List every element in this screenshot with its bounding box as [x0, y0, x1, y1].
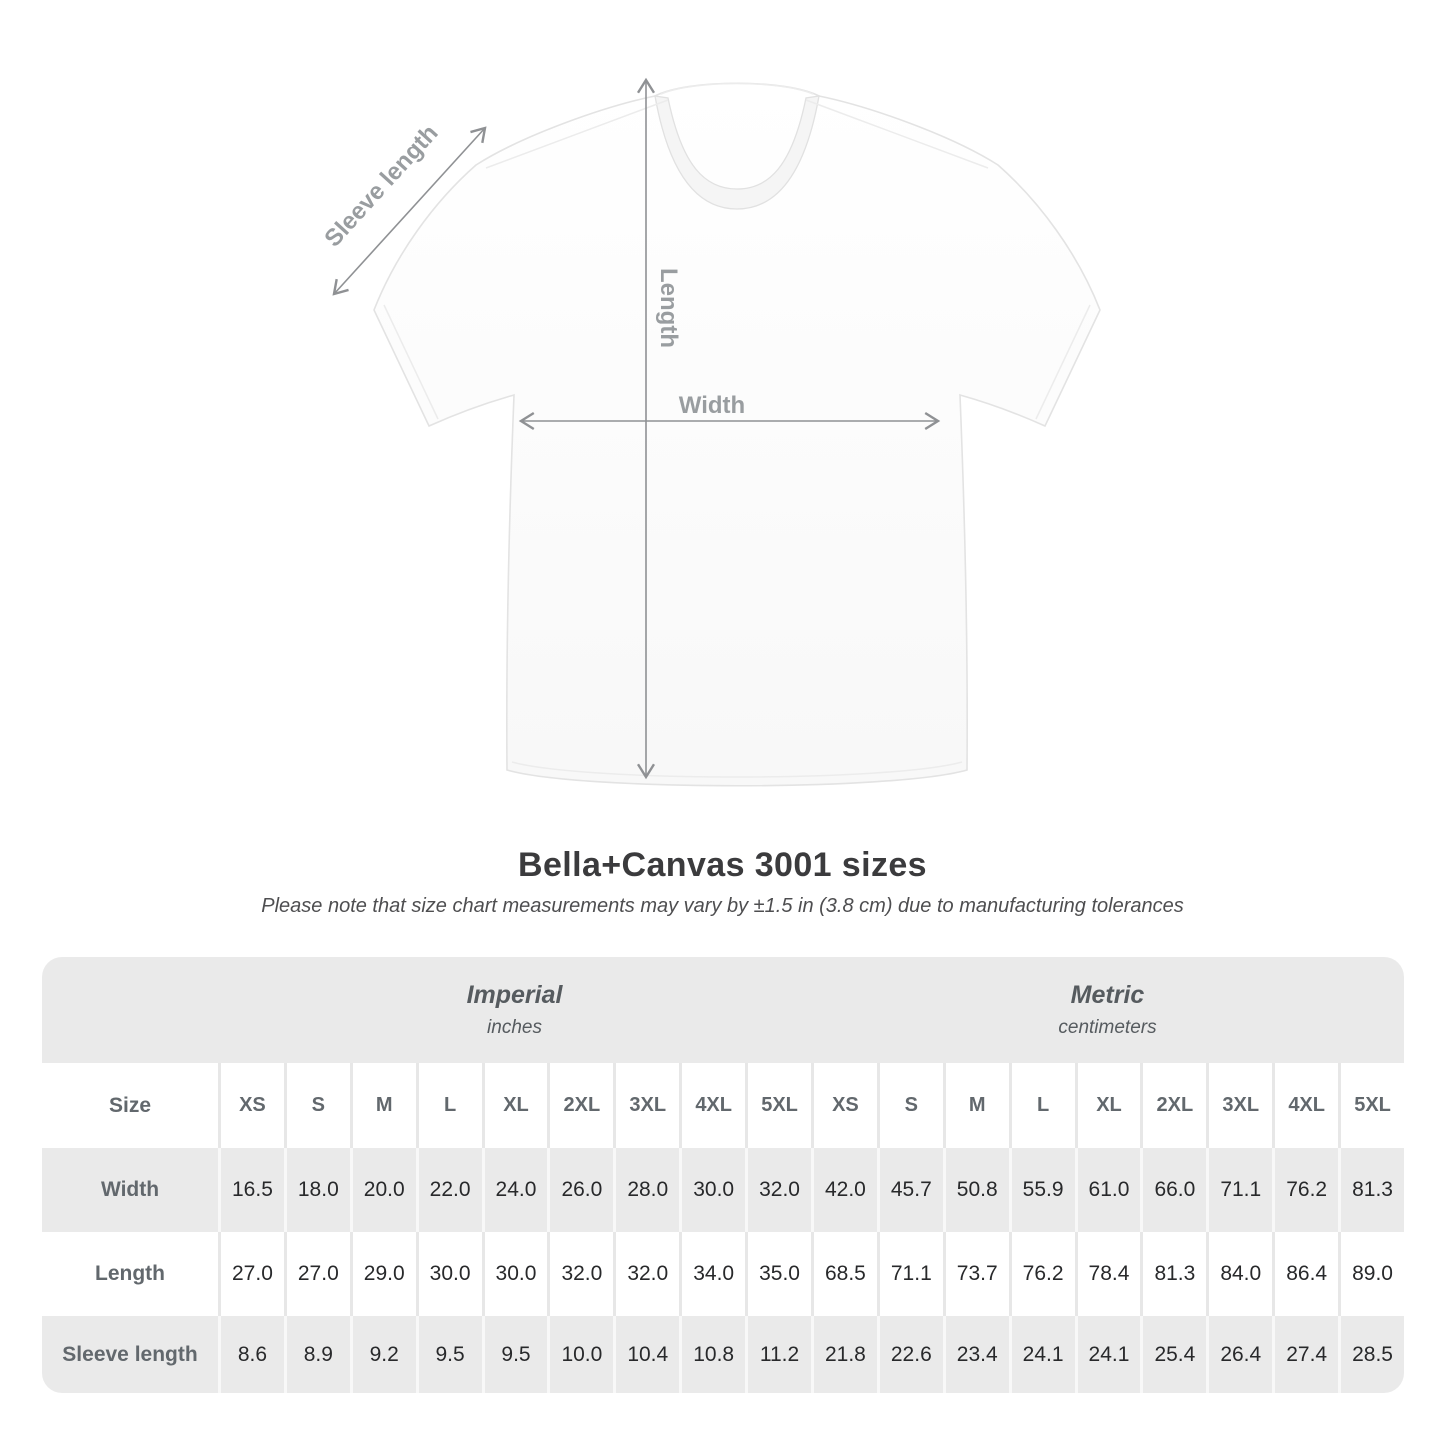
size-col-header: S	[877, 1063, 943, 1148]
measurement-value: 29.0	[350, 1232, 416, 1316]
measurement-value: 35.0	[745, 1232, 811, 1316]
measurement-value: 73.7	[943, 1232, 1009, 1316]
measurement-value: 10.8	[679, 1316, 745, 1393]
measurement-value: 20.0	[350, 1148, 416, 1232]
size-col-header: XS	[218, 1063, 284, 1148]
size-col-header: S	[284, 1063, 350, 1148]
measurement-value: 24.1	[1009, 1316, 1075, 1393]
imperial-header	[218, 957, 811, 1063]
measurement-value: 28.5	[1338, 1316, 1404, 1393]
size-col-header: 2XL	[1140, 1063, 1206, 1148]
measurement-row	[42, 1148, 1404, 1232]
length-label: Length	[655, 268, 682, 348]
measurement-value: 24.1	[1075, 1316, 1141, 1393]
measurement-value: 71.1	[877, 1232, 943, 1316]
corner-cell	[42, 957, 218, 1063]
measurement-value: 26.0	[547, 1148, 613, 1232]
table-rows	[42, 1148, 1404, 1393]
measurement-value: 10.4	[613, 1316, 679, 1393]
page-title: Bella+Canvas 3001 sizes	[518, 846, 927, 884]
size-col-header: 4XL	[1272, 1063, 1338, 1148]
unit-header-row	[42, 957, 1404, 1063]
measurement-value: 8.9	[284, 1316, 350, 1393]
measurement-value: 9.5	[482, 1316, 548, 1393]
measurement-value: 9.2	[350, 1316, 416, 1393]
measurement-value: 34.0	[679, 1232, 745, 1316]
measurement-value: 61.0	[1075, 1148, 1141, 1232]
measurement-value: 9.5	[416, 1316, 482, 1393]
title-block	[0, 846, 1445, 918]
measurement-row-label: Sleeve length	[62, 1342, 198, 1366]
size-col-header: 2XL	[547, 1063, 613, 1148]
measurement-value: 27.0	[218, 1232, 284, 1316]
size-col-header: 5XL	[1338, 1063, 1404, 1148]
measurement-value: 81.3	[1338, 1148, 1404, 1232]
metric-title: Metric	[1070, 981, 1145, 1009]
measurement-value: 76.2	[1272, 1148, 1338, 1232]
measurement-value: 22.0	[416, 1148, 482, 1232]
size-col-header: XL	[482, 1063, 548, 1148]
measurement-value: 45.7	[877, 1148, 943, 1232]
measurement-row-label: Length	[95, 1262, 165, 1285]
size-col-header: 4XL	[679, 1063, 745, 1148]
measurement-value: 89.0	[1338, 1232, 1404, 1316]
measurement-value: 42.0	[811, 1148, 877, 1232]
size-row-label: Size	[108, 1093, 152, 1117]
measurement-value: 50.8	[943, 1148, 1009, 1232]
tshirt-graphic	[374, 83, 1100, 786]
size-col-header: XS	[811, 1063, 877, 1148]
measurement-value: 32.0	[745, 1148, 811, 1232]
measurement-row	[42, 1232, 1404, 1316]
measurement-value: 30.0	[679, 1148, 745, 1232]
size-table	[42, 957, 1404, 1393]
size-col-header: XL	[1075, 1063, 1141, 1148]
imperial-title: Imperial	[466, 981, 563, 1009]
measurement-value: 27.4	[1272, 1316, 1338, 1393]
measurement-value: 66.0	[1140, 1148, 1206, 1232]
measurement-value: 68.5	[811, 1232, 877, 1316]
measurement-value: 25.4	[1140, 1316, 1206, 1393]
size-col-header: L	[1009, 1063, 1075, 1148]
measurement-value: 30.0	[416, 1232, 482, 1316]
measurement-value: 71.1	[1206, 1148, 1272, 1232]
size-col-header: M	[350, 1063, 416, 1148]
measurement-value: 86.4	[1272, 1232, 1338, 1316]
measurement-value: 76.2	[1009, 1232, 1075, 1316]
measurement-value: 32.0	[613, 1232, 679, 1316]
measurement-value: 26.4	[1206, 1316, 1272, 1393]
measurement-value: 55.9	[1009, 1148, 1075, 1232]
measurement-value: 11.2	[745, 1316, 811, 1393]
metric-header	[811, 957, 1404, 1063]
measurement-value: 27.0	[284, 1232, 350, 1316]
measurement-value: 32.0	[547, 1232, 613, 1316]
metric-unit: centimeters	[1058, 1017, 1157, 1038]
measurement-value: 8.6	[218, 1316, 284, 1393]
size-col-header: 3XL	[613, 1063, 679, 1148]
measurement-value: 18.0	[284, 1148, 350, 1232]
measurement-value: 22.6	[877, 1316, 943, 1393]
measurement-value: 23.4	[943, 1316, 1009, 1393]
measurement-value: 78.4	[1075, 1232, 1141, 1316]
measurement-value: 84.0	[1206, 1232, 1272, 1316]
size-row	[42, 1063, 1404, 1148]
measurement-value: 24.0	[482, 1148, 548, 1232]
size-col-header: M	[943, 1063, 1009, 1148]
size-col-header: L	[416, 1063, 482, 1148]
measurement-value: 16.5	[218, 1148, 284, 1232]
measurement-value: 10.0	[547, 1316, 613, 1393]
measurement-value: 81.3	[1140, 1232, 1206, 1316]
measurement-value: 30.0	[482, 1232, 548, 1316]
sleeve-length-label: Sleeve length	[319, 119, 444, 253]
size-col-header: 5XL	[745, 1063, 811, 1148]
size-col-header: 3XL	[1206, 1063, 1272, 1148]
measurement-row	[42, 1316, 1404, 1393]
measurement-value: 21.8	[811, 1316, 877, 1393]
measurement-row-label: Width	[100, 1178, 160, 1201]
width-label: Width	[678, 392, 746, 419]
measurement-value: 28.0	[613, 1148, 679, 1232]
page-subtitle: Please note that size chart measurements may vary by ±1.5 in (3.8 cm) due to manufacturing tolerances	[261, 895, 1184, 917]
imperial-unit: inches	[487, 1017, 542, 1038]
